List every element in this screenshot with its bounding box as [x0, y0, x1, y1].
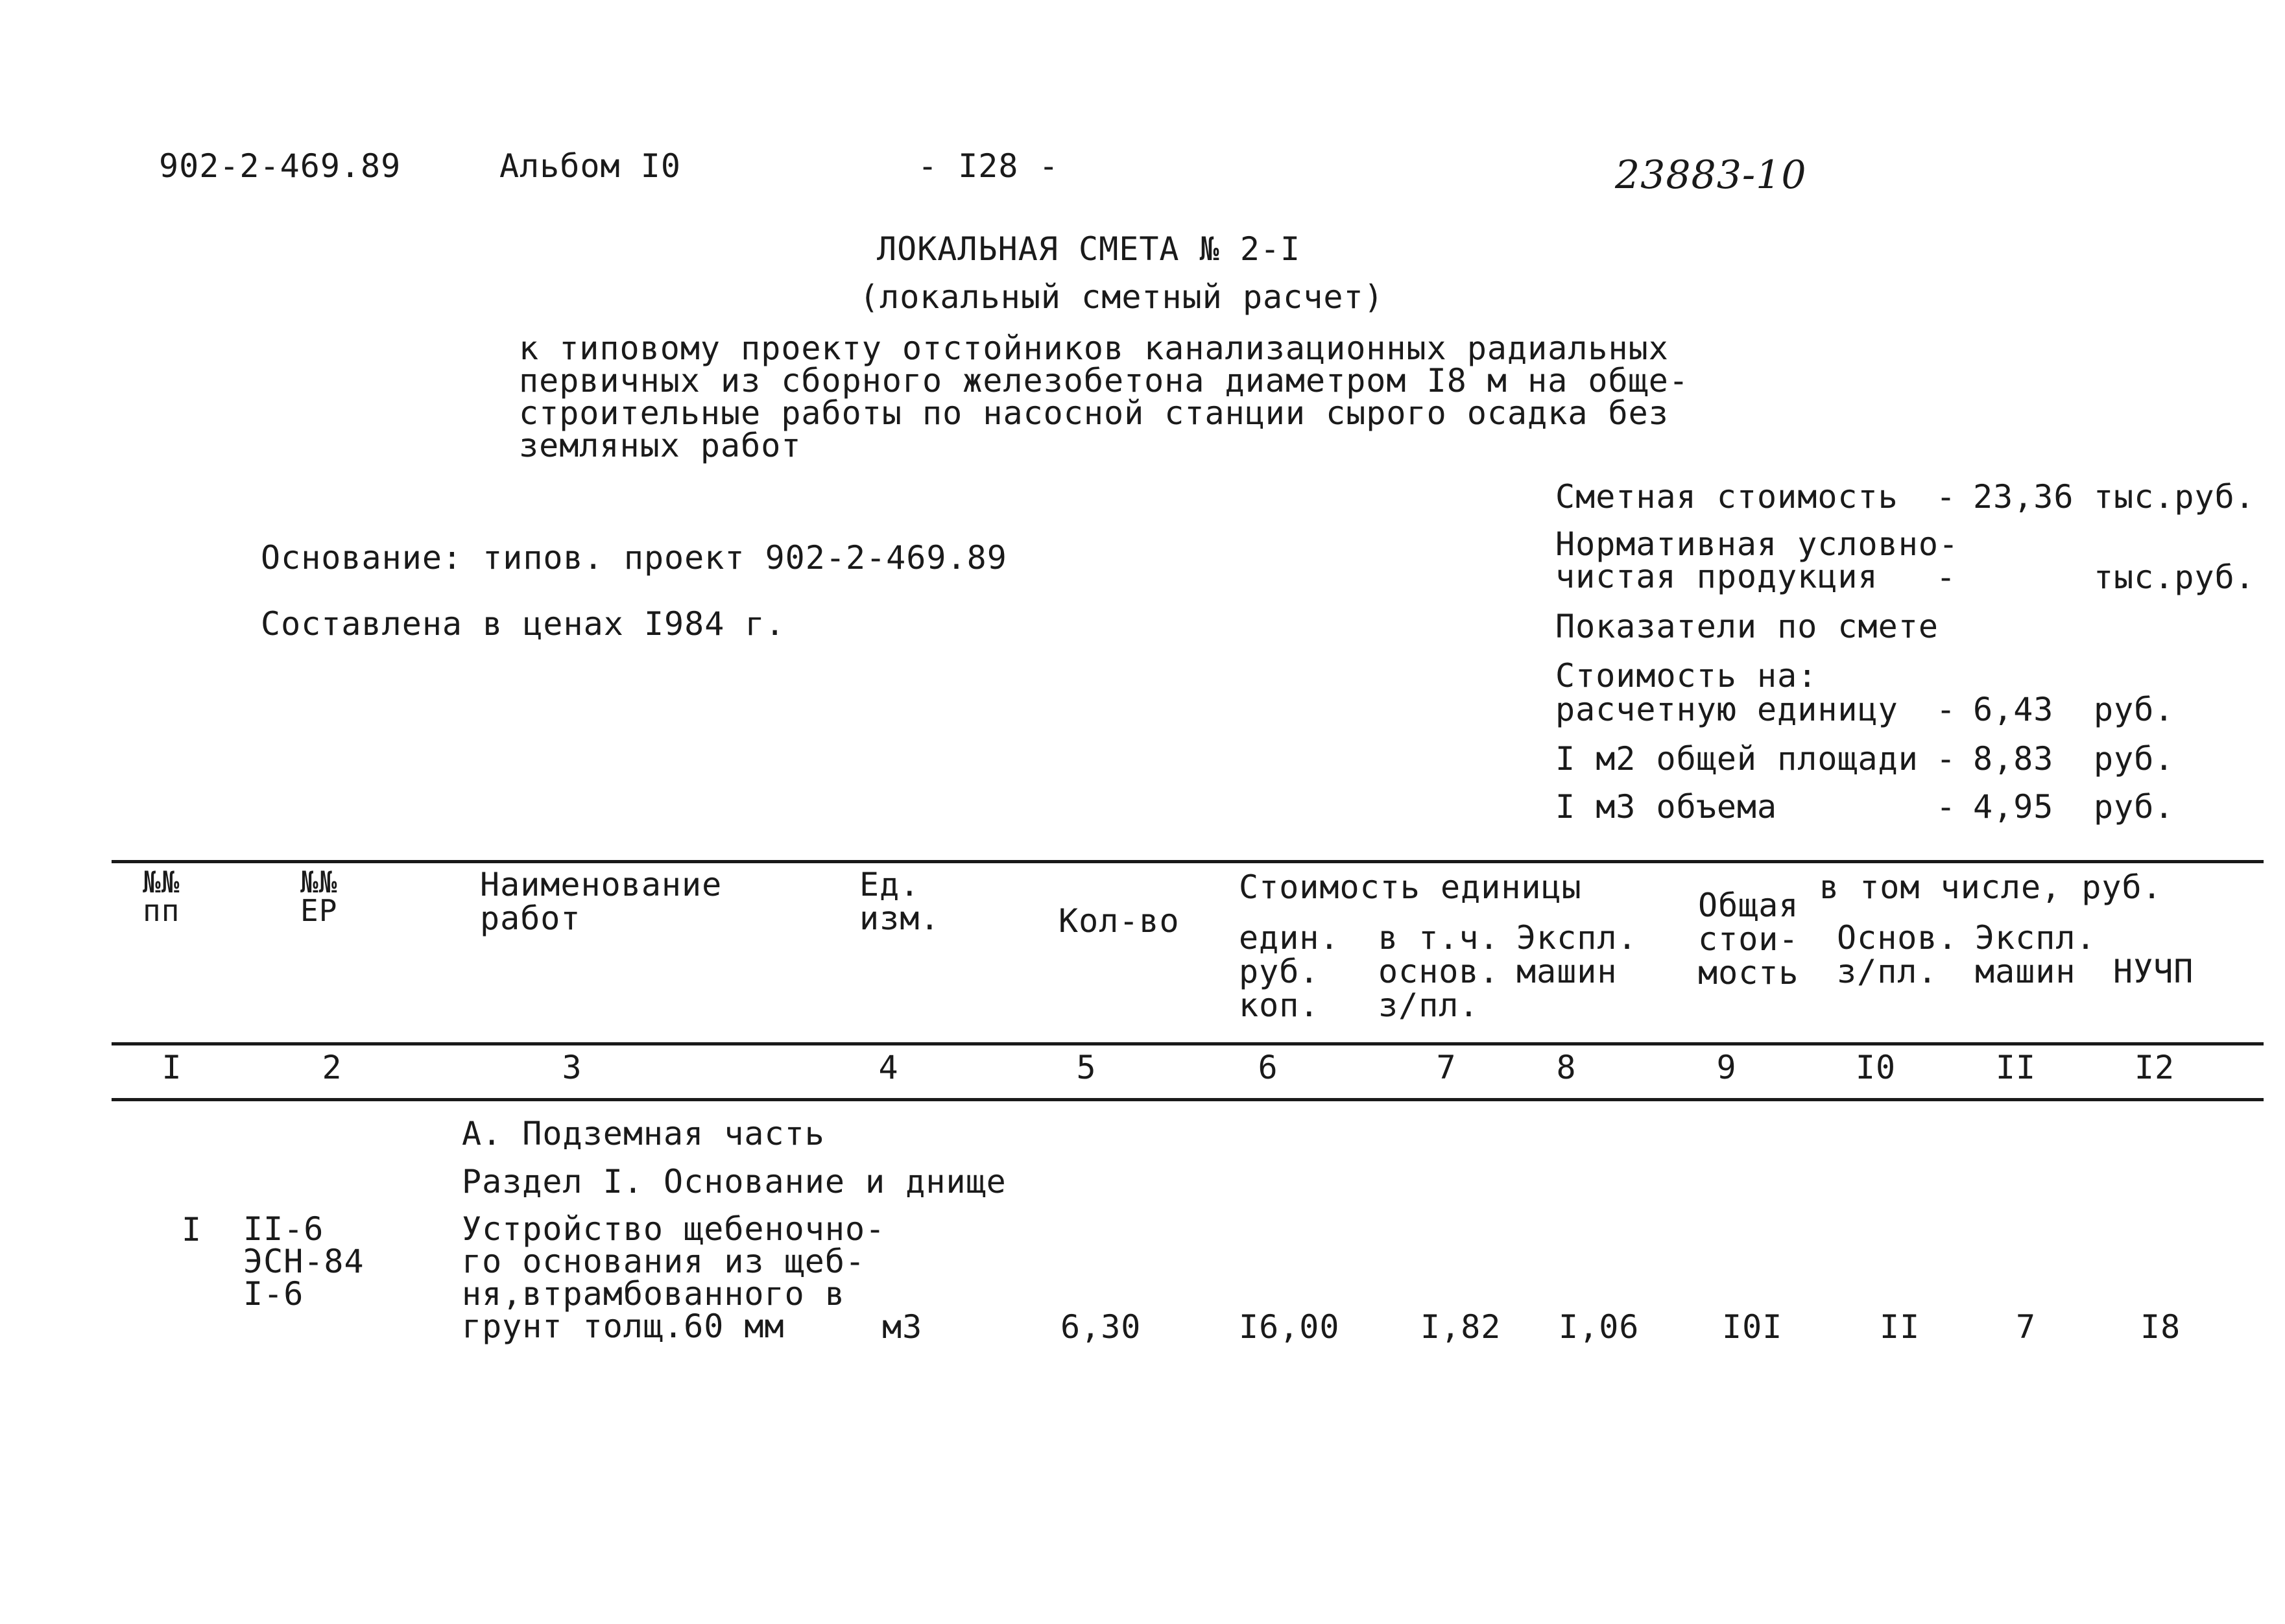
area-label: I м2 общей площади — [1555, 740, 1919, 778]
volume-value: 4,95 — [1973, 788, 2054, 826]
calc-unit-unit: руб. — [2094, 691, 2175, 728]
calc-unit-value: 6,43 — [1973, 691, 2054, 728]
volume-unit: руб. — [2094, 788, 2175, 826]
column-number: I — [162, 1049, 182, 1086]
header-unit-cost: Стоимость единицы — [1239, 868, 1582, 906]
column-number: 9 — [1716, 1049, 1737, 1086]
document-subtitle: (локальный сметный расчет) — [859, 278, 1384, 316]
header-total-cost: Общая стои- мость — [1698, 887, 1799, 992]
area-dash: - — [1936, 740, 1957, 778]
album-label: Альбом I0 — [499, 147, 681, 185]
header-row-number: №№ пп — [143, 865, 180, 928]
cost-on-label: Стоимость на: — [1555, 657, 1818, 695]
row-nuchp: I8 — [2140, 1308, 2181, 1346]
basis-text: Основание: типов. проект 902-2-469.89 — [261, 539, 1007, 577]
column-number: 2 — [322, 1049, 342, 1086]
header-including: в том числе, руб. — [1819, 868, 2162, 906]
header-nuchp: НУЧП — [2113, 953, 2194, 990]
column-numbers-rule — [112, 1098, 2264, 1101]
project-description: к типовому проекту отстойников канализационных радиальных первичных из сборного железобетона диаметром I8 м на обще- строительные работы по насосной станции сырого осадка без земляных работ — [519, 329, 1689, 464]
document-title: ЛОКАЛЬНАЯ СМЕТА № 2-I — [877, 230, 1301, 268]
row-unit-price: I6,00 — [1239, 1308, 1340, 1346]
volume-dash: - — [1936, 788, 1957, 826]
section-1-heading: Раздел I. Основание и днище — [462, 1163, 1007, 1200]
estimated-cost-value: 23,36 — [1973, 478, 2074, 516]
estimated-cost-unit: тыс.руб. — [2094, 478, 2255, 516]
header-bottom-rule — [112, 1042, 2264, 1045]
header-wage-total: Основ. з/пл. — [1837, 919, 1958, 990]
price-basis-text: Составлена в ценах I984 г. — [261, 605, 785, 643]
area-value: 8,83 — [1973, 740, 2054, 778]
area-unit: руб. — [2094, 740, 2175, 778]
volume-label: I м3 объема — [1555, 788, 1778, 826]
row-number: I — [182, 1211, 202, 1248]
column-number: 3 — [562, 1049, 582, 1086]
indicators-heading: Показатели по смете — [1555, 608, 1939, 645]
header-base-wage: в т.ч. основ. з/пл. — [1378, 919, 1500, 1024]
column-number: II — [1995, 1049, 2037, 1086]
column-number: 6 — [1258, 1049, 1278, 1086]
row-base-wage: I,82 — [1420, 1308, 1501, 1346]
normative-production-unit: тыс.руб. — [2094, 558, 2255, 596]
calc-unit-dash: - — [1936, 691, 1957, 728]
column-number: I2 — [2134, 1049, 2175, 1086]
header-work-name: Наименование работ — [480, 866, 723, 937]
row-machines-total: 7 — [2016, 1308, 2037, 1346]
calc-unit-label: расчетную единицу — [1555, 691, 1898, 728]
column-number: 5 — [1076, 1049, 1097, 1086]
row-quantity: 6,30 — [1060, 1308, 1142, 1346]
estimated-cost-label: Сметная стоимость — [1555, 478, 1898, 516]
column-number: 7 — [1436, 1049, 1457, 1086]
section-a-heading: А. Подземная часть — [462, 1115, 825, 1152]
header-machines: Экспл. машин — [1516, 919, 1638, 990]
row-machines: I,06 — [1559, 1308, 1640, 1346]
column-number: I0 — [1855, 1049, 1896, 1086]
header-unit: Ед. изм. — [859, 866, 940, 937]
document-code: 902-2-469.89 — [159, 147, 401, 185]
normative-production-dash: - — [1936, 558, 1957, 596]
row-total-cost: I0I — [1722, 1308, 1783, 1346]
header-unit-price: един. руб. коп. — [1239, 919, 1340, 1024]
header-quantity: Кол-во — [1059, 902, 1180, 940]
inventory-stamp: 23883-10 — [1615, 152, 1807, 198]
row-unit: м3 — [882, 1308, 923, 1346]
column-number: 8 — [1556, 1049, 1577, 1086]
table-top-rule — [112, 860, 2264, 863]
normative-production-label: Нормативная условно- чистая продукция — [1555, 525, 1959, 595]
row-wage-total: II — [1880, 1308, 1920, 1346]
row-work-name: Устройство щебеночно- го основания из щеб- ня,втрамбованного в грунт толщ.60 мм — [462, 1210, 886, 1345]
column-number: 4 — [878, 1049, 899, 1086]
header-machines-total: Экспл. машин — [1975, 919, 2096, 990]
row-rate-number: II-6 ЭСН-84 I-6 — [243, 1210, 365, 1313]
estimated-cost-dash: - — [1936, 478, 1957, 516]
header-rate-number: №№ ЕР — [300, 865, 338, 928]
page-number: - I28 - — [918, 147, 1059, 185]
